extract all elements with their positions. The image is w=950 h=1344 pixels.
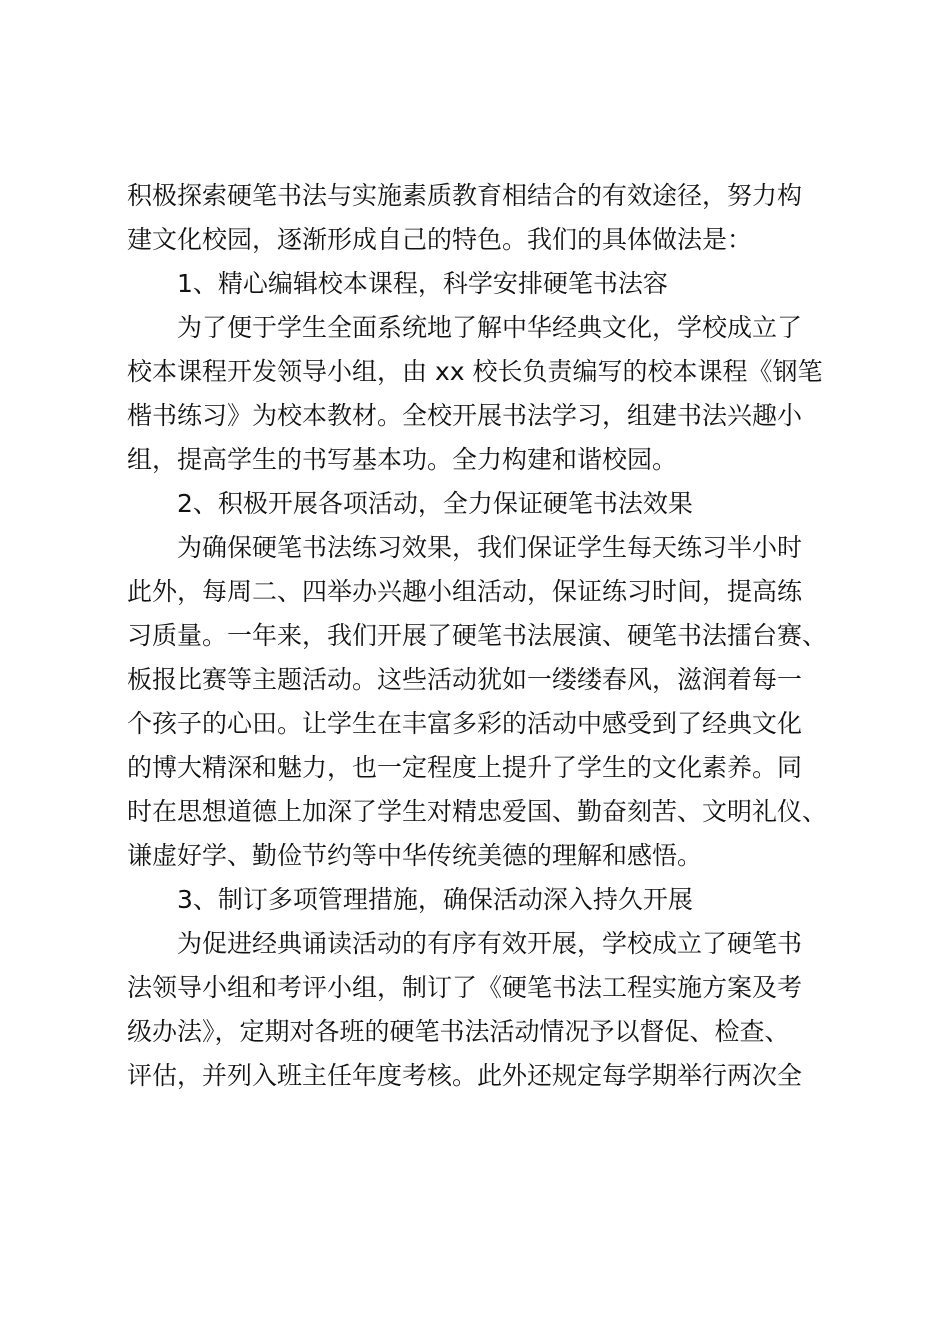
text-line: 评估，并列入班主任年度考核。此外还规定每学期举行两次全 [127,1061,803,1090]
section-heading-3: 3、制订多项管理措施，确保活动深入持久开展 [177,885,693,914]
text-line: 为促进经典诵读活动的有序有效开展，学校成立了硬笔书 [177,929,803,958]
text-line: 为确保硬笔书法练习效果，我们保证学生每天练习半小时 [177,533,803,562]
section-heading-2: 2、积极开展各项活动，全力保证硬笔书法效果 [177,489,693,518]
text-line: 个孩子的心田。让学生在丰富多彩的活动中感受到了经典文化 [127,709,803,738]
text-line: 板报比赛等主题活动。这些活动犹如一缕缕春风，滋润着每一 [127,665,803,694]
body-text [127,174,847,1098]
text-line: 级办法》，定期对各班的硬笔书法活动情况予以督促、检查、 [127,1017,790,1046]
text-line: 法领导小组和考评小组，制订了《硬笔书法工程实施方案及考 [127,973,803,1002]
text-line: 习质量。一年来，我们开展了硬笔书法展演、硬笔书法擂台赛、 [127,621,828,650]
text-line: 建文化校园，逐渐形成自己的特色。我们的具体做法是： [127,225,753,254]
text-line: 谦虚好学、勤俭节约等中华传统美德的理解和感悟。 [127,841,703,870]
text-line: 组，提高学生的书写基本功。全力构建和谐校园。 [127,445,678,474]
text-line: 的博大精深和魅力，也一定程度上提升了学生的文化素养。同 [127,753,803,782]
text-line: 为了便于学生全面系统地了解中华经典文化，学校成立了 [177,313,803,342]
text-line: 积极探索硬笔书法与实施素质教育相结合的有效途径，努力构 [127,181,803,210]
text-line: 校本课程开发领导小组，由 xx 校长负责编写的校本课程《钢笔 [127,357,823,386]
section-heading-1: 1、精心编辑校本课程，科学安排硬笔书法容 [177,269,668,298]
text-line: 此外，每周二、四举办兴趣小组活动，保证练习时间，提高练 [127,577,803,606]
text-line: 楷书练习》为校本教材。全校开展书法学习，组建书法兴趣小 [127,401,803,430]
text-line: 时在思想道德上加深了学生对精忠爱国、勤奋刻苦、文明礼仪、 [127,797,828,826]
